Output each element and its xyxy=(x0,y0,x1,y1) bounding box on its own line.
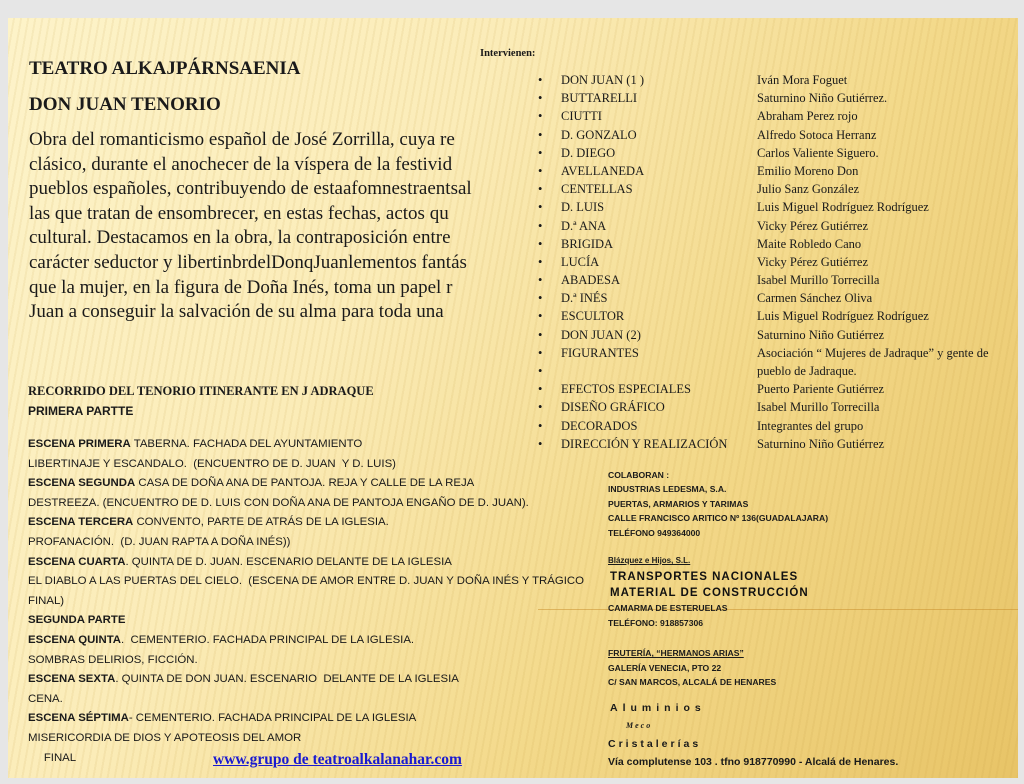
scene-text: . CEMENTERIO. FACHADA PRINCIPAL DE LA IGLESIA. xyxy=(121,633,415,646)
sponsor-line: MATERIAL DE CONSTRUCCIÓN xyxy=(610,587,809,599)
bullet-icon: • xyxy=(538,254,543,269)
scene-text: TABERNA. FACHADA DEL AYUNTAMIENTO xyxy=(130,438,363,450)
scene-text: SOMBRAS DELIRIOS, FICCIÓN. xyxy=(28,653,198,666)
cast-actor: Maite Robledo Cano xyxy=(757,236,862,251)
sponsor-line: GALERÍA VENECIA, PTO 22 xyxy=(608,662,722,673)
route-line xyxy=(28,670,584,690)
bullet-icon: • xyxy=(538,345,543,360)
route-heading: RECORRIDO DEL TENORIO ITINERANTE EN J ADRAQUE xyxy=(28,384,374,398)
cast-role: D. GONZALO xyxy=(561,127,637,142)
scene-label: ESCENA QUINTA xyxy=(28,633,122,646)
scene-text: CONVENTO, PARTE DE ATRÁS DE LA IGLESIA. xyxy=(133,516,389,529)
route-line xyxy=(28,455,584,475)
cast-role: D.ª INÉS xyxy=(561,291,608,306)
cast-role: FIGURANTES xyxy=(561,345,639,360)
cast-actor: Isabel Murillo Torrecilla xyxy=(757,273,880,288)
scene-text: . QUINTA DE D. JUAN. ESCENARIO DELANTE DE LA IGLESIA xyxy=(125,555,452,568)
cast-actor: Luis Miguel Rodríguez Rodríguez xyxy=(757,309,929,324)
scene-text: . QUINTA DE DON JUAN. ESCENARIO DELANTE DE LA IGLESIA xyxy=(115,673,459,686)
bullet-icon: • xyxy=(538,73,543,87)
bullet-icon: • xyxy=(538,218,543,233)
scene-text: CASA DE DOÑA ANA DE PANTOJA. REJA Y CALLE DE LA REJA xyxy=(135,477,475,490)
route-part-one: PRIMERA PARTTE xyxy=(28,404,134,418)
route-line xyxy=(28,474,584,494)
scene-label: ESCENA SÉPTIMA xyxy=(28,712,129,725)
bullet-icon: • xyxy=(538,436,543,451)
cast-actor: Julio Sanz González xyxy=(757,182,860,197)
sponsor-line: FRUTERÍA, “HERMANOS ARIAS” xyxy=(608,648,744,658)
play-title: DON JUAN TENORIO xyxy=(29,94,221,115)
bullet-icon: • xyxy=(538,163,543,178)
cast-actor: Carmen Sánchez Oliva xyxy=(757,291,873,306)
cast-role: AVELLANEDA xyxy=(561,163,645,178)
route-line xyxy=(28,533,584,553)
cast-role: CIUTTI xyxy=(561,109,602,124)
cast-actor: Asociación “ Mujeres de Jadraque” y gente de xyxy=(757,345,989,360)
route-line xyxy=(28,611,584,631)
cast-actor: pueblo de Jadraque. xyxy=(757,364,857,378)
route-line xyxy=(28,592,584,612)
route-line xyxy=(28,690,584,710)
cast-role: CENTELLAS xyxy=(561,182,633,197)
route-line xyxy=(28,435,584,455)
sponsor-meco: Meco xyxy=(626,721,653,730)
sponsor-blazquez-name: Blázquez e Hijos, S.L. xyxy=(608,556,691,565)
cast-actor: Saturnino Niño Gutiérrez xyxy=(757,436,885,451)
scene-text: FINAL) xyxy=(28,594,65,607)
route-scenes xyxy=(28,435,584,768)
scene-text: EL DIABLO A LAS PUERTAS DEL CIELO. (ESCENA DE AMOR ENTRE D. JUAN Y DOÑA INÉS Y TRÁGICO xyxy=(28,575,584,588)
sponsor-line: CAMARMA DE ESTERUELAS xyxy=(608,603,728,613)
scene-text: CENA. xyxy=(28,692,63,705)
sponsors-heading: COLABORAN : xyxy=(608,470,670,480)
intro-paragraph xyxy=(29,128,512,325)
scene-label: ESCENA PRIMERA xyxy=(28,438,131,450)
route-line xyxy=(28,631,584,651)
cast-role: DON JUAN (2) xyxy=(561,327,641,342)
cast-actor: Carlos Valiente Siguero. xyxy=(757,145,879,160)
bullet-icon: • xyxy=(538,91,543,106)
cast-heading: Intervienen: xyxy=(480,48,536,59)
scene-text: - CEMENTERIO. FACHADA PRINCIPAL DE LA IGLESIA xyxy=(128,712,417,725)
intro-line: clásico, durante el anochecer de la víspera de la festivid xyxy=(29,153,453,175)
scene-text: PROFANACIÓN. (D. JUAN RAPTA A DOÑA INÉS)) xyxy=(28,535,291,548)
flyer-page xyxy=(8,18,1018,778)
scene-label: ESCENA SEXTA xyxy=(28,673,116,686)
sponsor-aluminios: Aluminios xyxy=(610,702,706,714)
scene-text: DESTREEZA. (ENCUENTRO DE D. LUIS CON DOÑA ANA DE PANTOJA ENGAÑO DE D. JUAN). xyxy=(28,496,529,509)
cast-actor: Emilio Moreno Don xyxy=(757,163,859,178)
route-line xyxy=(28,729,584,749)
route-line xyxy=(28,494,584,514)
scene-label: ESCENA TERCERA xyxy=(28,516,134,529)
sponsor-cristalerias: Cristalerías xyxy=(608,738,702,750)
cast-role: DON JUAN (1 ) xyxy=(561,73,644,87)
cast-actor: Iván Mora Foguet xyxy=(757,73,848,87)
cast-actor: Abraham Perez rojo xyxy=(757,109,858,124)
scene-text: MISERICORDIA DE DIOS Y APOTEOSIS DEL AMOR xyxy=(28,731,302,744)
cast-role: DECORADOS xyxy=(561,418,638,433)
bullet-icon: • xyxy=(538,400,543,415)
cast-role: ESCULTOR xyxy=(561,309,625,324)
intro-line: las que tratan de ensombrecer, en estas fechas, actos qu xyxy=(29,202,449,224)
sponsor-line: TELÉFONO 949364000 xyxy=(608,527,701,538)
bullet-icon: • xyxy=(538,327,543,342)
bullet-icon: • xyxy=(538,109,543,124)
sponsor-fruteria xyxy=(608,646,776,690)
cast-actor: Vicky Pérez Gutiérrez xyxy=(757,218,868,233)
route-line xyxy=(28,572,584,592)
cast-actor: Alfredo Sotoca Herranz xyxy=(757,127,877,142)
route-line xyxy=(28,513,584,533)
cast-role: D.ª ANA xyxy=(561,218,607,233)
scene-label: ESCENA SEGUNDA xyxy=(28,477,136,490)
sponsor-line: PUERTAS, ARMARIOS Y TARIMAS xyxy=(608,498,749,509)
cast-actor: Luis Miguel Rodríguez Rodríguez xyxy=(757,200,929,215)
sponsor-line: C/ SAN MARCOS, ALCALÁ DE HENARES xyxy=(608,677,777,687)
route-line xyxy=(28,651,584,671)
bullet-icon: • xyxy=(538,382,543,397)
scene-label: SEGUNDA PARTE xyxy=(28,614,126,627)
bullet-icon: • xyxy=(538,273,543,288)
sponsor-line: INDUSTRIAS LEDESMA, S.A. xyxy=(608,484,727,494)
intro-line: que la mujer, en la figura de Doña Inés, toma un papel r xyxy=(29,276,453,298)
scene-text: LIBERTINAJE Y ESCANDALO. (ENCUENTRO DE D. JUAN Y D. LUIS) xyxy=(28,457,396,470)
cast-role: EFECTOS ESPECIALES xyxy=(561,382,691,397)
cast-actor: Vicky Pérez Gutiérrez xyxy=(757,254,868,269)
route-line xyxy=(28,553,584,573)
website-link[interactable]: www.grupo de teatroalkalanahar.com xyxy=(213,751,462,768)
bullet-icon: • xyxy=(538,200,543,215)
intro-line: pueblos españoles, contribuyendo de estaafomnestraentsal xyxy=(29,178,472,200)
bullet-icon: • xyxy=(538,182,543,197)
intro-line: Juan a conseguir la salvación de su alma para toda una xyxy=(29,301,444,323)
sponsor-line: TELÉFONO: 918857306 xyxy=(608,617,704,628)
intro-line: cultural. Destacamos en la obra, la contraposición entre xyxy=(29,227,451,249)
cast-actor: Integrantes del grupo xyxy=(757,418,864,433)
cast-role: BRIGIDA xyxy=(561,236,614,251)
sponsor-address: Vía complutense 103 . tfno 918770990 - Alcalá de Henares. xyxy=(608,756,899,768)
cast-role: DIRECCIÓN Y REALIZACIÓN xyxy=(561,436,728,451)
scene-label: ESCENA CUARTA xyxy=(28,555,126,568)
intro-line: Obra del romanticismo español de José Zorrilla, cuya re xyxy=(29,129,455,150)
bullet-icon: • xyxy=(538,236,543,251)
cast-role: ABADESA xyxy=(561,273,621,288)
cast-actor: Saturnino Niño Gutiérrez. xyxy=(757,91,888,106)
route-line xyxy=(28,709,584,729)
bullet-icon: • xyxy=(538,291,543,306)
group-title: TEATRO ALKAJPÁRNSAENIA xyxy=(29,58,301,79)
cast-role: BUTTARELLI xyxy=(561,91,638,106)
sponsor-line: TRANSPORTES NACIONALES xyxy=(610,571,799,583)
bullet-icon: • xyxy=(538,418,543,433)
cast-actor: Isabel Murillo Torrecilla xyxy=(757,400,880,415)
bullet-icon: • xyxy=(538,127,543,142)
sponsor-blazquez-address xyxy=(608,601,728,630)
cast-actor: Saturnino Niño Gutiérrez xyxy=(757,327,885,342)
cast-actor: Puerto Pariente Gutiérrez xyxy=(757,382,885,397)
scene-text: FINAL xyxy=(28,751,77,764)
cast-role: DISEÑO GRÁFICO xyxy=(561,400,665,415)
intro-line: carácter seductor y libertinbrdelDonqJuanlementos fantás xyxy=(29,251,467,273)
bullet-icon: • xyxy=(538,309,543,324)
cast-role: LUCÍA xyxy=(561,254,600,269)
sponsor-line: CALLE FRANCISCO ARITICO Nº 136(GUADALAJARA) xyxy=(608,513,829,523)
bullet-icon: • xyxy=(538,145,543,160)
sponsor-blazquez-services xyxy=(610,569,809,601)
cast-role: D. DIEGO xyxy=(561,145,616,160)
bullet-icon: • xyxy=(538,364,543,378)
sponsor-ledesma xyxy=(608,482,828,540)
cast-role: D. LUIS xyxy=(561,200,605,215)
